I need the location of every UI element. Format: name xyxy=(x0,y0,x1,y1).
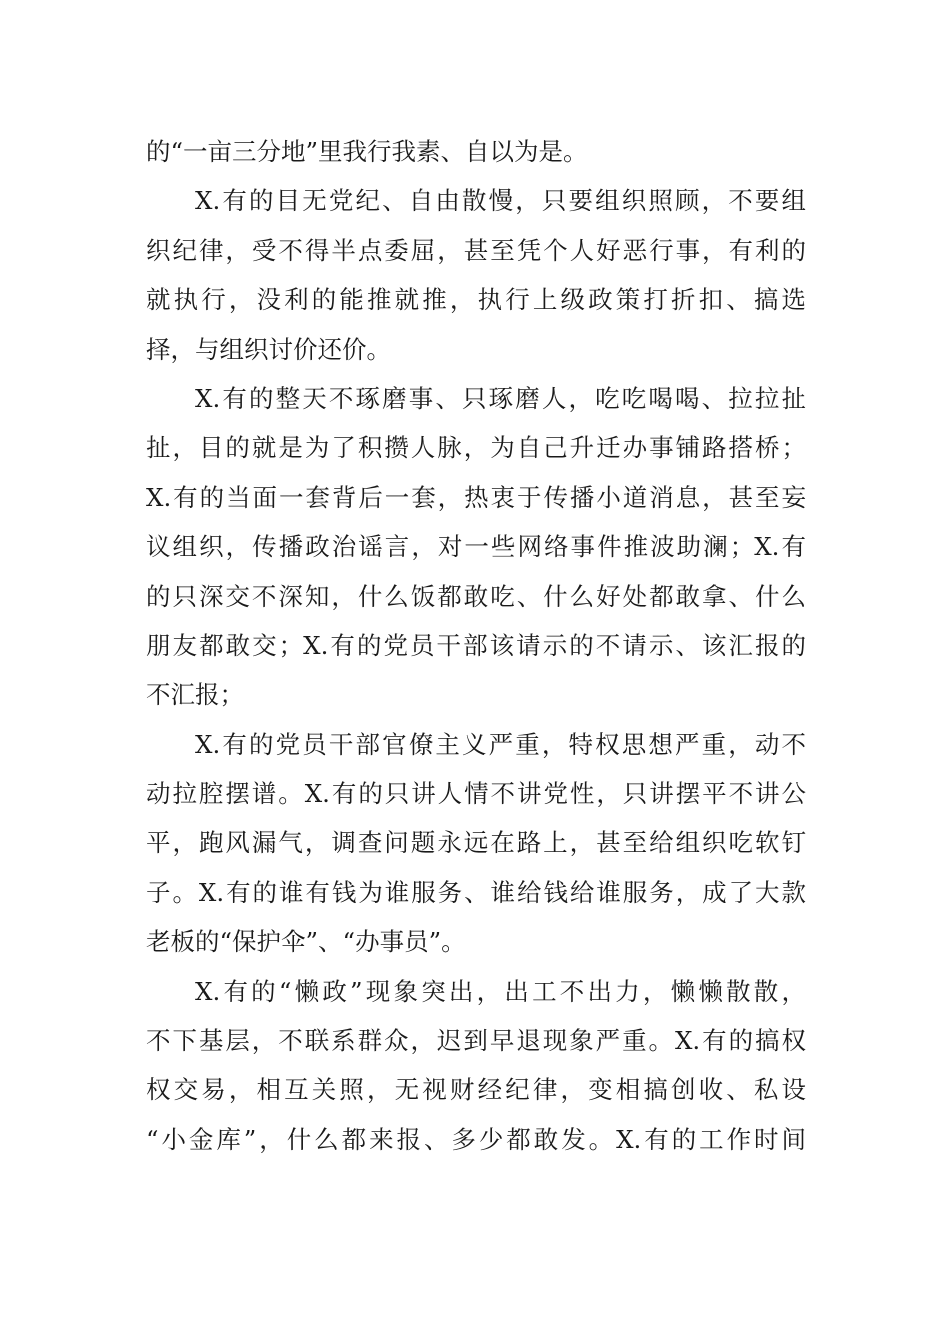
text-line: 择，与组织讨价还价。 xyxy=(146,334,391,364)
text-line: 不汇报； xyxy=(146,680,244,710)
text-line: X.有的当面一套背后一套，热衷于传播小道消息，甚至妄 xyxy=(146,482,806,512)
text-line: 子。X.有的谁有钱为谁服务、谁给钱给谁服务，成了大款 xyxy=(146,877,806,907)
text-line: 就执行，没利的能推就推，执行上级政策打折扣、搞选 xyxy=(146,285,806,315)
text-line: X.有的党员干部官僚主义严重，特权思想严重，动不 xyxy=(195,729,806,759)
text-line: 老板的“保护伞”、“办事员”。 xyxy=(146,927,466,957)
text-line: 平，跑风漏气，调查问题永远在路上，甚至给组织吃软钉 xyxy=(146,828,806,858)
text-line: “小金库”，什么都来报、多少都敢发。X.有的工作时间 xyxy=(146,1124,806,1154)
text-line: 议组织，传播政治谣言，对一些网络事件推波助澜；X.有 xyxy=(146,532,806,562)
text-line: 扯，目的就是为了积攒人脉，为自己升迁办事铺路搭桥； xyxy=(146,433,806,463)
text-line: 朋友都敢交；X.有的党员干部该请示的不请示、该汇报的 xyxy=(146,630,806,660)
text-line: 的“一亩三分地”里我行我素、自以为是。 xyxy=(146,137,588,166)
text-line: 动拉腔摆谱。X.有的只讲人情不讲党性，只讲摆平不讲公 xyxy=(146,779,806,809)
text-line: X.有的整天不琢磨事、只琢磨人，吃吃喝喝、拉拉扯 xyxy=(195,383,806,413)
text-line: 织纪律，受不得半点委屈，甚至凭个人好恶行事，有利的 xyxy=(146,235,806,265)
text-line: 的只深交不深知，什么饭都敢吃、什么好处都敢拿、什么 xyxy=(146,581,806,611)
text-line: X.有的目无党纪、自由散慢，只要组织照顾，不要组 xyxy=(195,186,806,216)
text-line: 不下基层，不联系群众，迟到早退现象严重。X.有的搞权 xyxy=(146,1026,806,1056)
text-line: 权交易，相互关照，无视财经纪律，变相搞创收、私设 xyxy=(146,1075,806,1105)
text-line: X.有的“懒政”现象突出，出工不出力，懒懒散散， xyxy=(195,976,806,1006)
document-body xyxy=(146,127,806,1164)
